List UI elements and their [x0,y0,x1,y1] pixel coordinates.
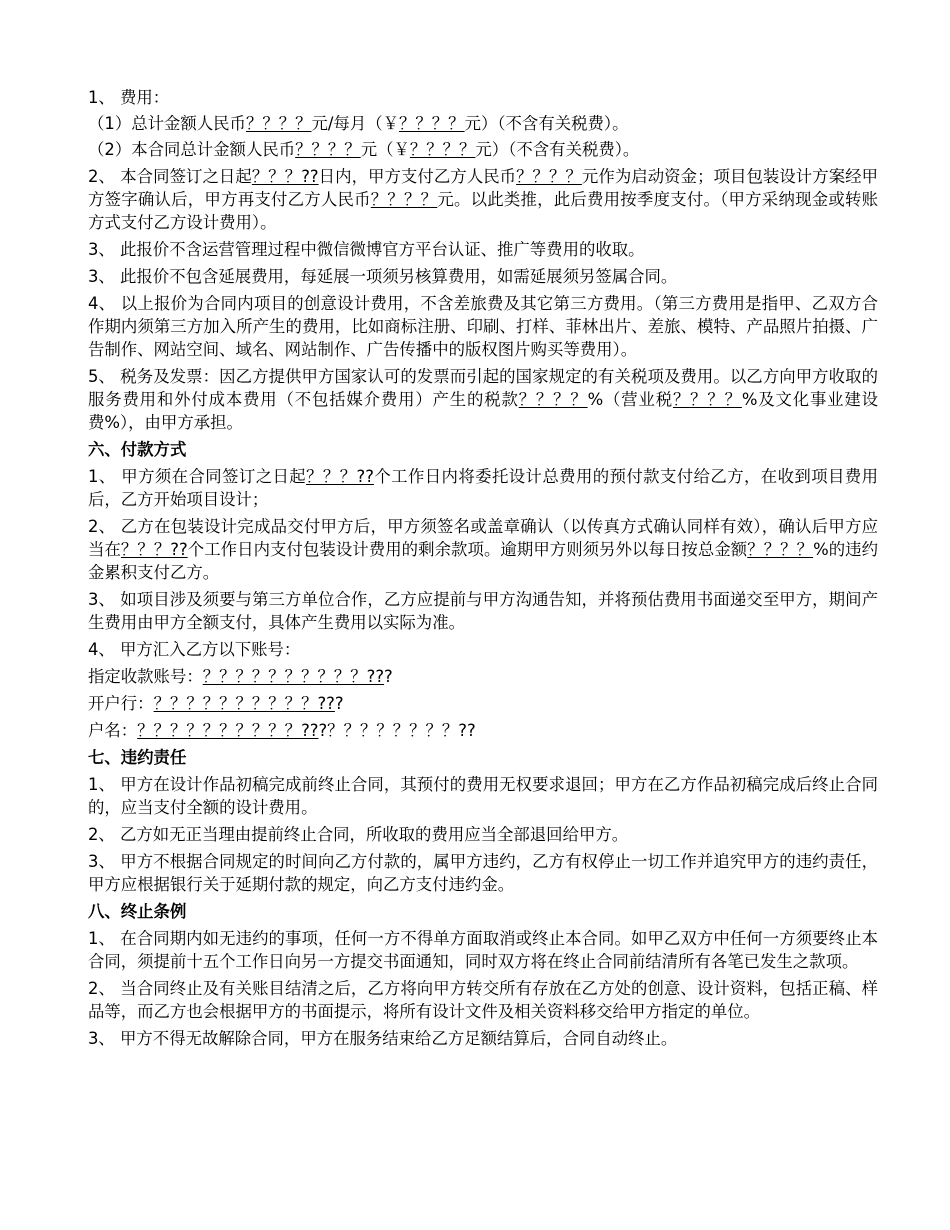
termination-clause-2 [88,977,878,1023]
text: ? [334,694,344,713]
text: %（营业税 [587,390,673,409]
text: 3、 甲方不得无故解除合同，甲方在服务结束给乙方足额结算后，合同自动终止。 [88,1029,678,1048]
payment-schedule-clause [88,165,878,234]
text: 1、 甲方须在合同签订之日起 [88,467,307,486]
blank-percent: ？？？？ [747,540,814,559]
account-name-line [88,719,878,742]
text: 个工作日内将委托设计总费用的预付款支付给乙方，在收到项目费用后，乙方开始项目设计； [88,467,879,509]
text: （2）本合同总计金额人民币 [88,140,296,159]
label: 指定收款账号： [88,667,203,686]
payment-clause-1 [88,465,878,511]
blank-amount: ？？？？ [516,167,582,186]
payment-clause-3 [88,588,878,634]
blank-amount: ？？？？ [409,140,476,159]
fee-item-1 [88,86,878,109]
text: 1、 甲方在设计作品初稿完成前终止合同，其预付的费用无权要求退回；甲方在乙方作品初稿完成后终止合同的，应当支付全额的设计费用。 [88,775,878,817]
text: （1）总计金额人民币 [88,114,246,133]
blank-days: ？？？?? [120,540,188,559]
blank-amount: ？？？？ [245,114,312,133]
blank-amount: ？？？？ [399,114,465,133]
text: 元/每月（￥ [311,114,399,133]
blank-account-number: ？？？？？？？？？？?? [202,667,385,686]
blank-days: ？？？?? [251,167,319,186]
section-heading-payment-method: 六、付款方式 [88,440,187,459]
fee-total-monthly [88,112,878,135]
termination-clause-3 [88,1027,878,1050]
account-number-line [88,665,878,688]
text: ? [384,667,393,686]
text: 2、 乙方在包装设计完成品交付甲方后，甲方须签名或盖章确认（以传真方式确认同样有效），确认后甲方应当在 [88,517,878,559]
text: 3、 此报价不包含延展费用，每延展一项须另核算费用，如需延展须另签属合同。 [88,267,678,286]
text: 2、 本合同签订之日起 [88,167,252,186]
liability-clause-3 [88,850,878,896]
clause-tax-invoice [88,365,878,434]
clause-exclusion-certification [88,238,878,261]
fee-total-contract [88,138,878,161]
text: 元（￥ [360,140,410,159]
text: 2、 乙方如无正当理由提前终止合同，所收取的费用应当全部退回给甲方。 [88,825,629,844]
text: ?？？？？？？？？?? [318,721,476,740]
text: 3、 此报价不含运营管理过程中微信微博官方平台认证、推广等费用的收取。 [88,240,645,259]
text: 3、 如项目涉及须要与第三方单位合作，乙方应提前与甲方沟通告知，并将预估费用书面递交至甲方，期间产生费用由甲方全额支付，具体产生费用以实际为准。 [88,590,878,632]
label: 户名： [88,721,138,740]
text: 4、 以上报价为合同内项目的创意设计费用，不含差旅费及其它第三方费用。（第三方费用是指甲、乙双方合作期内须第三方加入所产生的费用，比如商标注册、印刷、打样、菲林出片、差旅、模特、产品照片拍摄、广告制作、网站空间、域名、网站制作、广告传播中的版权图片购买等费用）。 [88,294,878,359]
text: 元。以此类推，此后费用按季度支付。（甲方采纳现金或转账方式支付乙方设计费用）。 [88,190,879,232]
text: 1、 在合同期内如无违约的事项，任何一方不得单方面取消或终止本合同。如甲乙双方中任何一方须要终止本合同，须提前十五个工作日向另一方提交书面通知，同时双方将在终止合同前结清所有各笔已发生之款项。 [88,929,878,971]
blank-bank: ？？？？？？？？？？?? [153,694,335,713]
bank-line [88,692,878,715]
text: 元）（不含有关税费）。 [464,114,629,133]
text: 2、 当合同终止及有关账目结清之后，乙方将向甲方转交所有存放在乙方处的创意、设计资料，包括正稿、样品等，而乙方也会根据甲方的书面提示，将所有设计文件及相关资料移交给甲方指定的单位。 [88,979,878,1021]
termination-clause-1 [88,927,878,973]
blank-percent: ？？？？ [518,390,588,409]
text: 1、 费用： [88,88,170,107]
text: %的违约金累积支付乙方。 [88,540,879,582]
clause-exclusion-extension [88,265,878,288]
section-heading-termination: 八、终止条例 [88,902,187,921]
liability-clause-2 [88,823,878,846]
text: 个工作日内支付包装设计费用的剩余款项。逾期甲方则须另外以每日按总金额 [187,540,748,559]
blank-account-name: ？？？？？？？？？？?? [137,721,319,740]
payment-clause-2 [88,515,878,584]
liability-clause-1 [88,773,878,819]
text: 元作为启动资金；项目包装设计方案经甲方签字确认后，甲方再支付乙方人民币 [88,167,879,209]
contract-document [88,86,878,1054]
text: 5、 税务及发票：因乙方提供甲方国家认可的发票而引起的国家规定的有关税项及费用。以乙方向甲方收取的服务费用和外付成本费用（不包括媒介费用）产生的税款 [88,367,878,409]
clause-third-party-fees [88,292,878,361]
blank-amount: ？？？？ [295,140,361,159]
blank-percent: ？？？？ [672,390,742,409]
text: %及文化事业建设费%），由甲方承担。 [88,390,879,432]
label: 开户行： [88,694,154,713]
text: 日内，甲方支付乙方人民币 [318,167,517,186]
section-heading-liability: 七、违约责任 [88,748,187,767]
blank-days: ？？？?? [306,467,374,486]
text: 3、 甲方不根据合同规定的时间向乙方付款的，属甲方违约，乙方有权停止一切工作并追究甲方的违约责任，甲方应根据银行关于延期付款的规定，向乙方支付违约金。 [88,852,878,894]
text: 元）（不含有关税费）。 [475,140,640,159]
text: 4、 甲方汇入乙方以下账号： [88,640,301,659]
payment-clause-4 [88,638,878,661]
blank-amount: ？？？？ [370,190,438,209]
